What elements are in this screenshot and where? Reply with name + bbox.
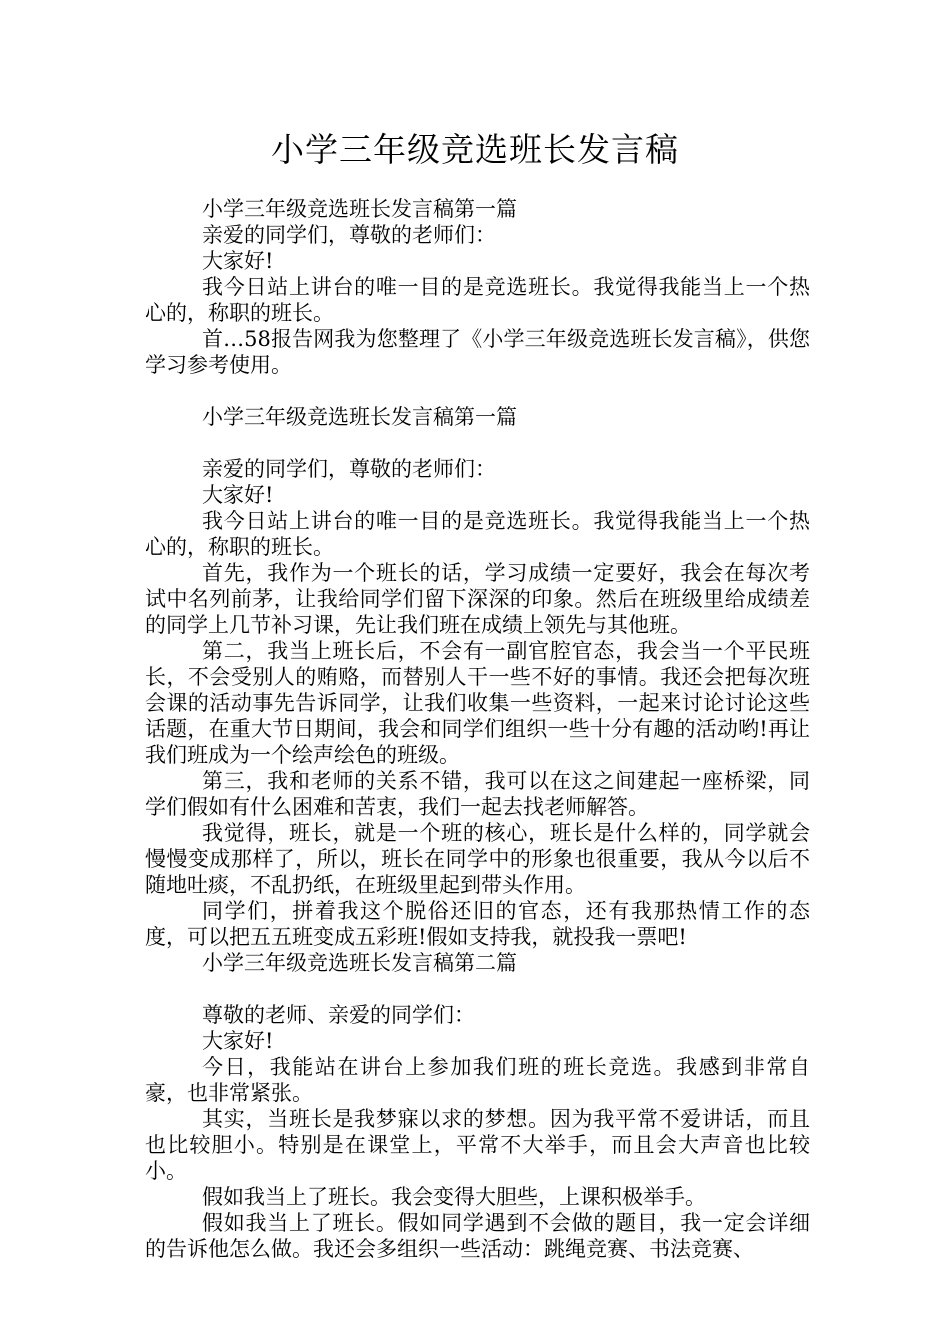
paragraph: 大家好!: [202, 1029, 274, 1053]
paragraph: 亲爱的同学们，尊敬的老师们：: [202, 223, 496, 247]
paragraph: 同学们，拼着我这个脱俗还旧的官态，还有我那热情工作的态度，可以把五五班变成五彩班!假如支持我，就投我一票吧!: [145, 899, 810, 949]
paragraph: 我觉得，班长，就是一个班的核心，班长是什么样的，同学就会慢慢变成那样了，所以，班长在同学中的形象也很重要，我从今以后不随地吐痰，不乱扔纸，在班级里起到带头作用。: [145, 821, 810, 897]
blank-line: [145, 430, 810, 456]
paragraph: 大家好!: [202, 249, 274, 273]
blank-line: [145, 976, 810, 1002]
paragraph: 首…58报告网我为您整理了《小学三年级竞选班长发言稿》，供您学习参考使用。: [145, 327, 810, 377]
paragraph: 大家好!: [202, 483, 274, 507]
paragraph: 假如我当上了班长。我会变得大胆些，上课积极举手。: [202, 1185, 706, 1209]
paragraph: 我今日站上讲台的唯一目的是竞选班长。我觉得我能当上一个热心的，称职的班长。: [145, 509, 810, 559]
paragraph: 第二，我当上班长后，不会有一副官腔官态，我会当一个平民班长，不会受别人的贿赂，而替别人干一些不好的事情。我还会把每次班会课的活动事先告诉同学，让我们收集一些资料，一起来讨论讨论这些话题，在重大节日期间，我会和同学们组织一些十分有趣的活动哟!再让我们班成为一个绘声绘色的班级。: [145, 639, 810, 767]
document-title: 小学三年级竞选班长发言稿: [271, 130, 679, 169]
paragraph: 小学三年级竞选班长发言稿第一篇: [202, 197, 517, 221]
paragraph: 尊敬的老师、亲爱的同学们：: [202, 1003, 475, 1027]
paragraph: 小学三年级竞选班长发言稿第二篇: [202, 951, 517, 975]
paragraph: 今日，我能站在讲台上参加我们班的班长竞选。我感到非常自豪，也非常紧张。: [145, 1055, 810, 1105]
paragraph: 我今日站上讲台的唯一目的是竞选班长。我觉得我能当上一个热心的，称职的班长。: [145, 275, 810, 325]
paragraph: 其实，当班长是我梦寐以求的梦想。因为我平常不爱讲话，而且也比较胆小。特别是在课堂上，平常不大举手，而且会大声音也比较小。: [145, 1107, 810, 1183]
document-body: [145, 196, 810, 1262]
paragraph: 假如我当上了班长。假如同学遇到不会做的题目，我一定会详细的告诉他怎么做。我还会多组织一些活动：跳绳竞赛、书法竞赛、: [145, 1211, 810, 1261]
paragraph: 小学三年级竞选班长发言稿第一篇: [202, 405, 517, 429]
paragraph: 亲爱的同学们，尊敬的老师们：: [202, 457, 496, 481]
blank-line: [145, 378, 810, 404]
paragraph: 首先，我作为一个班长的话，学习成绩一定要好，我会在每次考试中名列前茅，让我给同学们留下深深的印象。然后在班级里给成绩差的同学上几节补习课，先让我们班在成绩上领先与其他班。: [145, 561, 810, 637]
paragraph: 第三，我和老师的关系不错，我可以在这之间建起一座桥梁，同学们假如有什么困难和苦衷，我们一起去找老师解答。: [145, 769, 810, 819]
